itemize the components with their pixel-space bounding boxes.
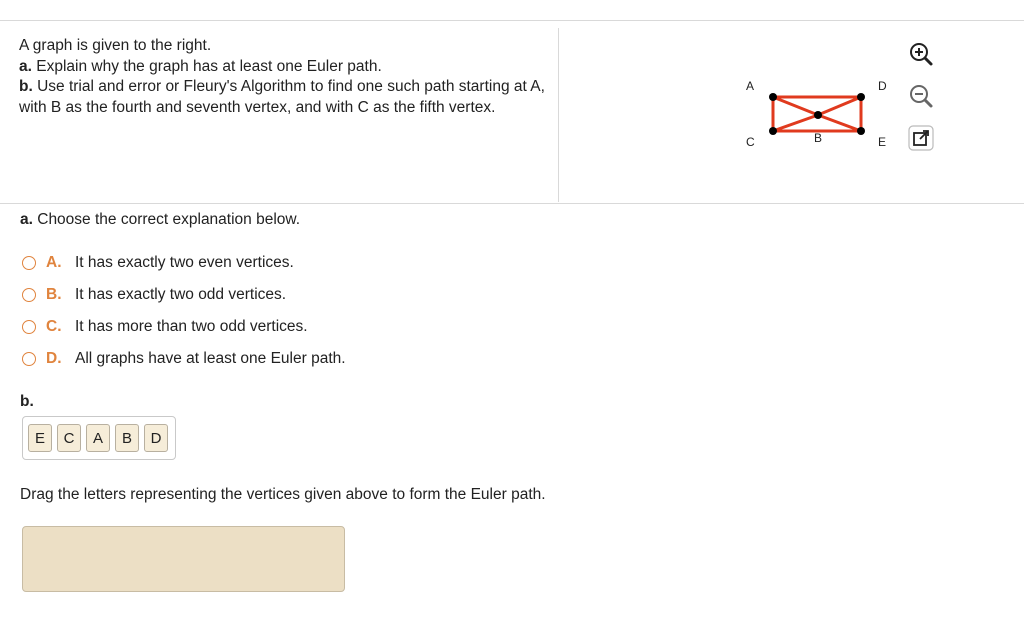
vertex-label-d: D bbox=[878, 79, 887, 93]
vertex-d bbox=[857, 93, 865, 101]
section-divider bbox=[0, 203, 1024, 204]
tile-b[interactable]: B bbox=[115, 424, 139, 452]
option-a[interactable] bbox=[22, 253, 346, 273]
zoom-in-button[interactable] bbox=[905, 38, 937, 70]
zoom-out-icon bbox=[908, 83, 934, 109]
prompt-part-a-label: a. bbox=[19, 57, 32, 75]
option-d[interactable] bbox=[22, 349, 346, 369]
prompt-part-a-text: Explain why the graph has at least one Euler path. bbox=[31, 57, 382, 75]
tile-d[interactable]: D bbox=[144, 424, 168, 452]
vertex-a bbox=[769, 93, 777, 101]
vertex-b bbox=[814, 111, 822, 119]
graph-svg bbox=[730, 70, 900, 160]
option-b[interactable] bbox=[22, 285, 346, 305]
option-text: It has more than two odd vertices. bbox=[75, 318, 308, 335]
prompt-part-b-label: b. bbox=[19, 78, 33, 95]
part-b-label: b. bbox=[20, 393, 34, 410]
option-letter: D. bbox=[46, 350, 62, 367]
edge-a-b bbox=[773, 97, 818, 115]
prompt-text bbox=[19, 36, 554, 118]
euler-path-drop-zone[interactable] bbox=[22, 526, 345, 592]
tile-e[interactable]: E bbox=[28, 424, 52, 452]
vertex-e bbox=[857, 127, 865, 135]
tile-a[interactable]: A bbox=[86, 424, 110, 452]
popout-icon bbox=[908, 125, 934, 151]
option-c[interactable] bbox=[22, 317, 346, 337]
zoom-in-icon bbox=[908, 41, 934, 67]
drag-instruction: Drag the letters representing the vertices given above to form the Euler path. bbox=[20, 486, 546, 503]
vertex-label-b: B bbox=[814, 131, 823, 145]
vertex-c bbox=[769, 127, 777, 135]
prompt-panel bbox=[10, 28, 559, 202]
letter-tile-bank bbox=[22, 416, 176, 460]
part-a-label: a. bbox=[20, 211, 33, 228]
edge-e-b bbox=[818, 115, 861, 131]
vertex-label-a: A bbox=[746, 79, 755, 93]
radio-button[interactable] bbox=[22, 320, 36, 334]
radio-button[interactable] bbox=[22, 352, 36, 366]
prompt-intro: A graph is given to the right. bbox=[19, 37, 212, 54]
option-text: It has exactly two odd vertices. bbox=[75, 286, 287, 303]
option-letter: B. bbox=[46, 286, 62, 303]
option-text: It has exactly two even vertices. bbox=[75, 254, 294, 271]
option-letter: C. bbox=[46, 318, 62, 335]
vertex-label-c: C bbox=[746, 135, 755, 149]
zoom-out-button[interactable] bbox=[905, 80, 937, 112]
option-letter: A. bbox=[46, 254, 62, 271]
radio-button[interactable] bbox=[22, 256, 36, 270]
part-a-question bbox=[20, 211, 300, 229]
popout-button[interactable] bbox=[905, 122, 937, 154]
figure-tools bbox=[905, 38, 941, 164]
edge-d-b bbox=[818, 97, 861, 115]
edge-c-b bbox=[773, 115, 818, 131]
vertex-label-e: E bbox=[878, 135, 887, 149]
graph-figure bbox=[730, 70, 900, 160]
answer-options bbox=[22, 253, 346, 381]
prompt-part-b-text: Use trial and error or Fleury's Algorithm to find one such path starting at A, with B as the fourth and seventh vertex, and with C as the fifth vertex. bbox=[19, 78, 545, 116]
part-a-text: Choose the correct explanation below. bbox=[32, 211, 301, 228]
option-text: All graphs have at least one Euler path. bbox=[75, 350, 346, 367]
radio-button[interactable] bbox=[22, 288, 36, 302]
top-divider bbox=[0, 20, 1024, 21]
tile-c[interactable]: C bbox=[57, 424, 81, 452]
